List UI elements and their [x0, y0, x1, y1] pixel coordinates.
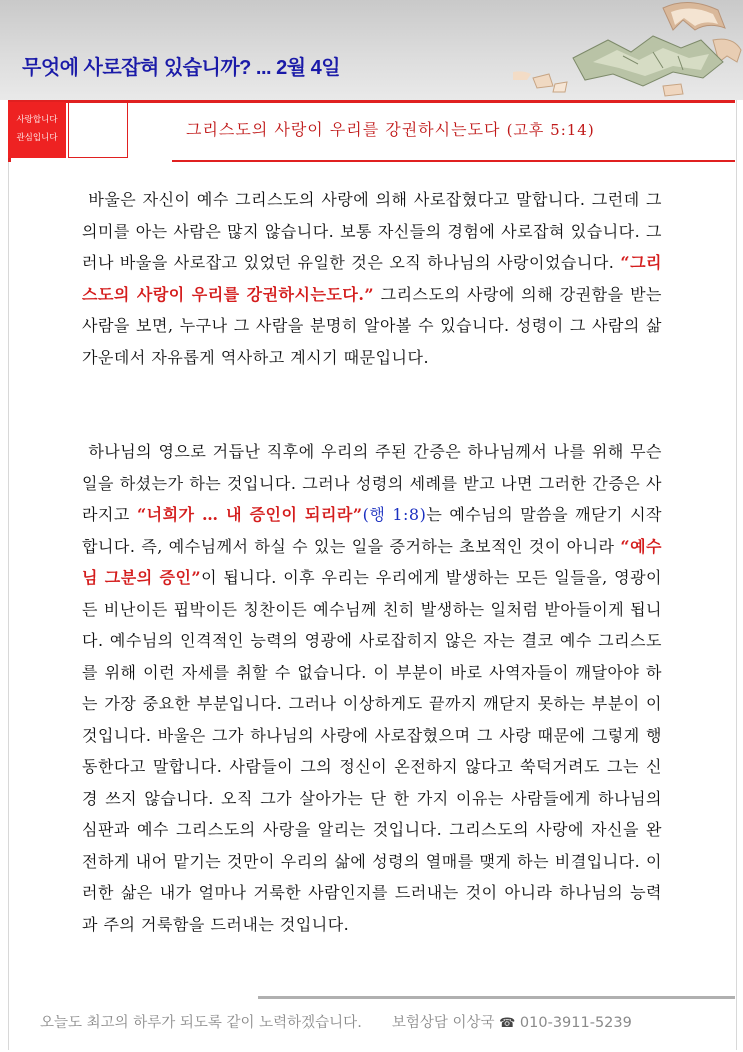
page-title: 무엇에 사로잡혀 있습니까? ... 2월 4일 [22, 57, 341, 79]
badge-blank-box [68, 102, 128, 158]
love-badge [8, 102, 66, 158]
paragraph-2-text-a: 하나님의 영으로 거듭난 직후에 우리의 주된 간증은 하나님께서 나를 위해 무슨 일을 하셨는가 하는 것입니다. 그러나 성령의 세례를 받고 나면 그러한 간증은 사라지고 [82, 442, 662, 524]
verse-underline [172, 160, 735, 162]
paragraph-2-text-c: 이 됩니다. 이후 우리는 우리에게 발생하는 모든 일들을, 영광이든 비난이든 핍박이든 칭찬이든 예수님께 친히 발생하는 일처럼 받아들이게 됩니다. 예수님의 인격적인 능력의 영광에 사로잡히지 않은 자는 결코 예수 그리스도를 위해 이런 자세를 취할 수 없습니다. 이 부분이 바로 사역자들이 깨달아야 하는 가장 중요한 부분입니다. 그러나 이상하게도 끝까지 깨닫지 못하는 부분이 이것입니다. 바울은 그가 하나님의 사랑에 사로잡혔으며 그 사랑 때문에 그렇게 행동한다고 말합니다. 사람들이 그의 정신이 온전하지 않다고 쑥덕거려도 그는 신경 쓰지 않습니다. 오직 그가 살아가는 단 한 가지 이유는 사람들에게 하나님의 심판과 예수 그리스도의 사랑을 알리는 것입니다. 그리스도의 사랑에 자신을 완전하게 내어 맡기는 것만이 우리의 삶에 성령의 열매를 맺게 하는 비결입니다. 이러한 삶은 내가 얼마나 거룩한 사람인지를 드러내는 것이 아니라 하나님의 능력과 주의 거룩함을 드러내는 것입니다. [82, 568, 662, 934]
paragraph-2-quote-2: “예수님 그분의 증인” [82, 536, 662, 587]
phone-icon: ☎ [499, 1016, 516, 1031]
footer-phone-number: 010-3911-5239 [519, 1015, 632, 1031]
broken-eggshell-money-image [513, 0, 743, 100]
verse-heading [186, 117, 595, 140]
paragraph-2-reference: (행 1:8) [362, 505, 427, 524]
verse-text: 그리스도의 사랑이 우리를 강권하시는도다 [186, 120, 501, 139]
paragraph-1-text-b: 그리스도의 사랑에 의해 강권함을 받는 사람을 보면, 누구나 그 사람을 분명히 알아볼 수 있습니다. 성령이 그 사람의 삶 가운데서 자유롭게 역사하고 계시기 때문입니다. [82, 284, 662, 367]
footer [40, 1011, 632, 1032]
paragraph-1-text-a: 바울은 자신이 예수 그리스도의 사랑에 의해 사로잡혔다고 말합니다. 그런데 그 의미를 아는 사람은 많지 않습니다. 보통 자신들의 경험에 사로잡혀 있습니다. 그러나 바울을 사로잡고 있었던 유일한 것은 오직 하나님의 사랑이었습니다. [82, 190, 663, 272]
paragraph-2-quote-1: “너희가 … 내 증인이 되리라” [136, 505, 363, 524]
paragraph-2-text-b: 는 예수님의 말씀을 깨닫기 시작합니다. 즉, 예수님께서 하실 수 있는 일을 증거하는 초보적인 것이 아니라 [82, 505, 662, 556]
paragraph-2 [82, 436, 662, 940]
badge-line-1: 사랑합니다 [16, 115, 58, 125]
verse-reference: (고후 5:14) [506, 121, 595, 139]
footer-contact-name: 보험상담 이상국 [391, 1015, 495, 1031]
header-banner [0, 0, 743, 100]
footer-divider [258, 996, 735, 999]
paragraph-1-quote: “그리스도의 사랑이 우리를 강권하시는도다.” [82, 253, 662, 304]
badge-line-2: 관심입니다 [16, 133, 58, 143]
paragraph-1 [82, 184, 662, 373]
footer-slogan: 오늘도 최고의 하루가 되도록 같이 노력하겠습니다. [40, 1015, 362, 1031]
